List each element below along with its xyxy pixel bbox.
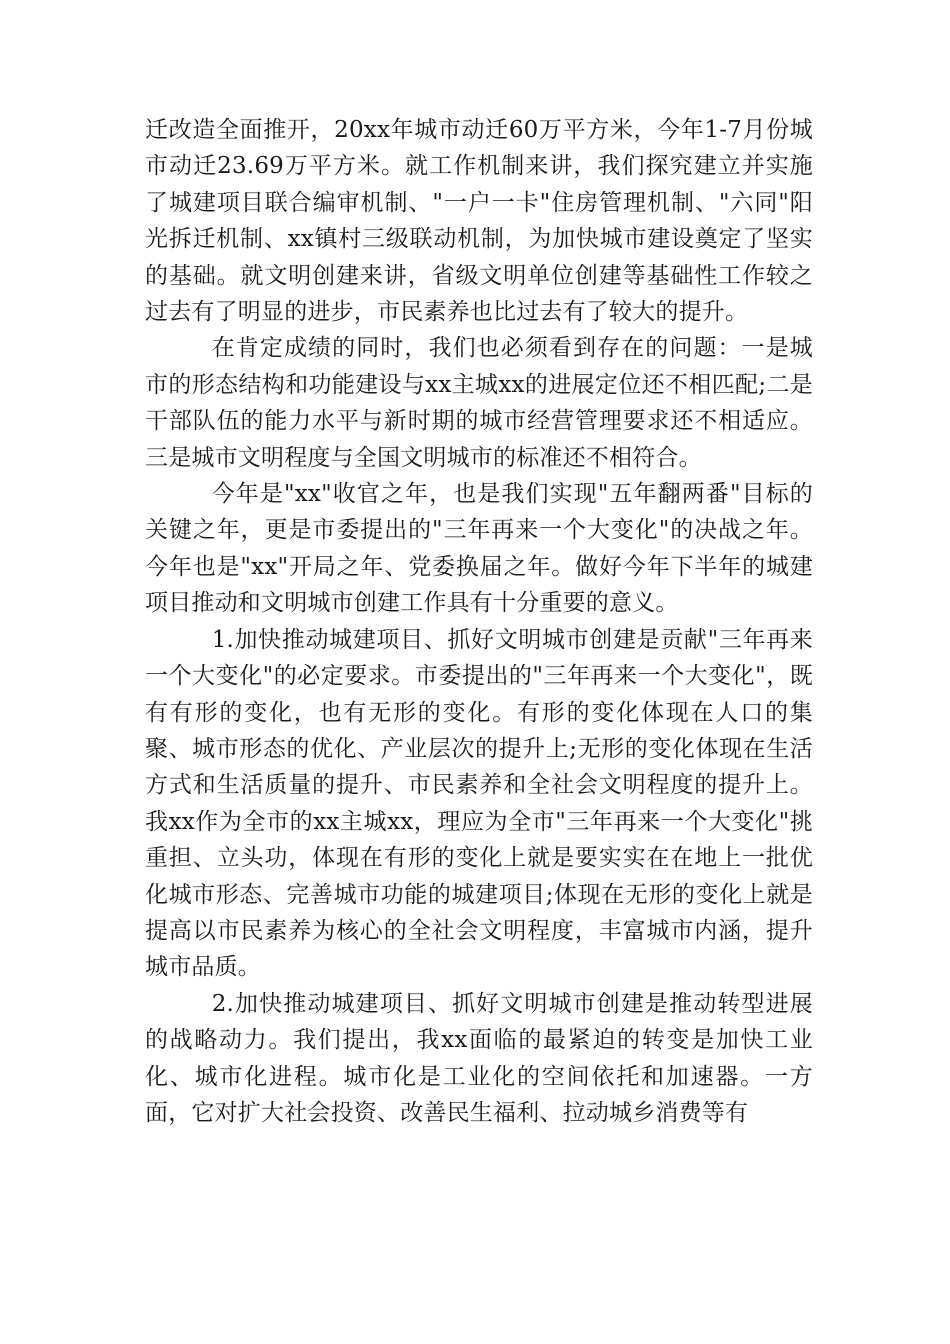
paragraph-1: 迁改造全面推开，20xx年城市动迁60万平方米，今年1-7月份城市动迁23.69万平方米。就工作机制来讲，我们探究建立并实施了城建项目联合编审机制、"一户一卡"住房管理机制、"六同"阳光拆迁机制、xx镇村三级联动机制，为加快城市建设奠定了坚实的基础。就文明创建来讲，省级文明单位创建等基础性工作较之过去有了明显的进步，市民素养也比过去有了较大的提升。 bbox=[145, 117, 813, 326]
paragraph-5: 2.加快推动城建项目、抓好文明城市创建是推动转型进展的战略动力。我们提出，我xx面临的最紧迫的转变是加快工业化、城市化进程。城市化是工业化的空间依托和加速器。一方面，它对扩大社会投资、改善民生福利、拉动城乡消费等有 bbox=[145, 990, 813, 1126]
document-body bbox=[145, 112, 813, 1131]
paragraph-4: 1.加快推动城建项目、抓好文明城市创建是贡献"三年再来一个大变化"的必定要求。市委提出的"三年再来一个大变化"，既有有形的变化，也有无形的变化。有形的变化体现在人口的集聚、城市形态的优化、产业层次的提升上;无形的变化体现在生活方式和生活质量的提升、市民素养和全社会文明程度的提升上。我xx作为全市的xx主城xx，理应为全市"三年再来一个大变化"挑重担、立头功，体现在有形的变化上就是要实实在在地上一批优化城市形态、完善城市功能的城建项目;体现在无形的变化上就是提高以市民素养为核心的全社会文明程度，丰富城市内涵，提升城市品质。 bbox=[145, 626, 813, 981]
paragraph-2: 在肯定成绩的同时，我们也必须看到存在的问题：一是城市的形态结构和功能建设与xx主城xx的进展定位还不相匹配;二是干部队伍的能力水平与新时期的城市经营管理要求还不相适应。三是城市文明程度与全国文明城市的标准还不相符合。 bbox=[145, 335, 813, 471]
paragraph-3: 今年是"xx"收官之年，也是我们实现"五年翻两番"目标的关键之年，更是市委提出的"三年再来一个大变化"的决战之年。今年也是"xx"开局之年、党委换届之年。做好今年下半年的城建项目推动和文明城市创建工作具有十分重要的意义。 bbox=[145, 481, 813, 617]
